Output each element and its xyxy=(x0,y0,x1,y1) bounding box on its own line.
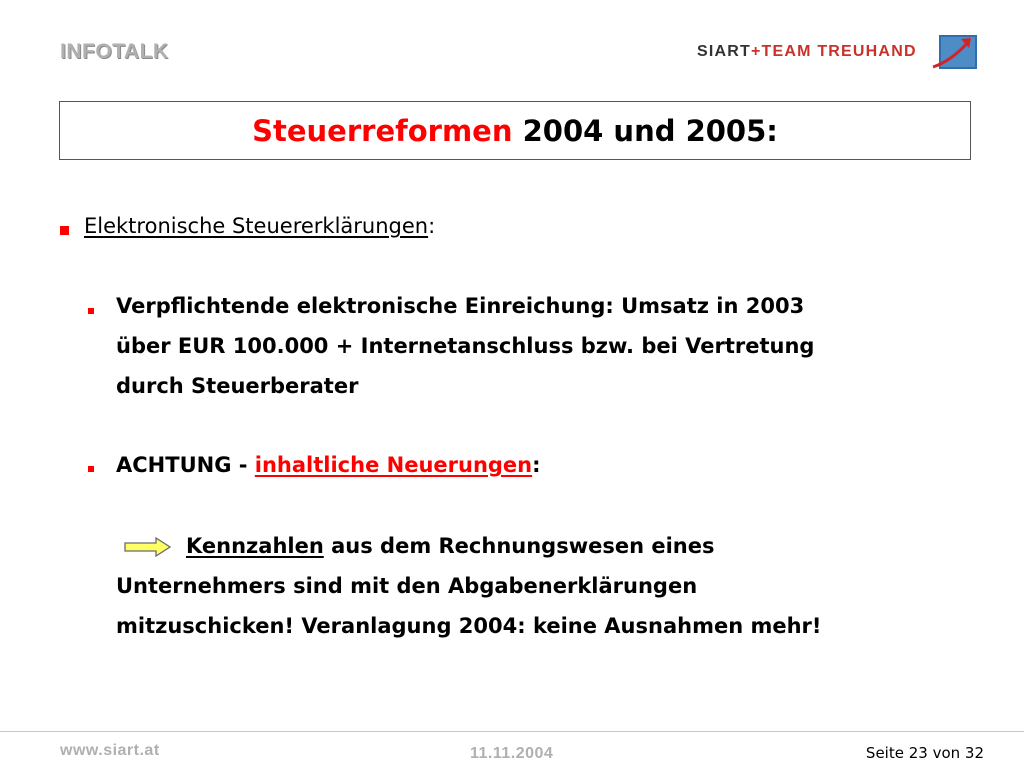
note-line-1 xyxy=(186,534,714,558)
logo-part-team: +TEAM xyxy=(751,43,812,60)
footer-date: 11.11.2004 xyxy=(470,745,554,762)
warning-highlight: inhaltliche Neuerungen xyxy=(254,453,533,477)
warning-suffix: : xyxy=(532,453,541,477)
bullet-square-icon xyxy=(88,466,94,472)
logo-part-siart: SIART xyxy=(697,43,751,60)
section-heading xyxy=(84,214,435,238)
list-item-line: durch Steuerberater xyxy=(116,374,359,398)
bullet-square-icon xyxy=(60,226,69,235)
list-item-warning xyxy=(116,453,541,477)
title-black-part: 2004 und 2005: xyxy=(522,113,778,148)
note-keyword: Kennzahlen xyxy=(186,534,324,558)
footer-divider xyxy=(0,731,1024,732)
logo-part-treuhand: TREUHAND xyxy=(817,43,917,60)
list-item-line: Verpflichtende elektronische Einreichung: Umsatz in 2003 xyxy=(116,294,805,318)
title-red-part: Steuerreformen xyxy=(252,113,513,148)
footer-url[interactable]: www.siart.at xyxy=(60,742,160,759)
page-number: Seite 23 von 32 xyxy=(865,744,984,762)
list-item-line: über EUR 100.000 + Internetanschluss bzw. bei Vertretung xyxy=(116,334,815,358)
bullet-square-icon xyxy=(88,308,94,314)
section-heading-suffix: : xyxy=(428,214,436,238)
section-heading-text: Elektronische Steuererklärungen xyxy=(84,214,429,238)
warning-prefix: ACHTUNG - xyxy=(116,453,255,477)
note-line-3: mitzuschicken! Veranlagung 2004: keine Ausnahmen mehr! xyxy=(116,614,822,638)
note-line-1-rest: aus dem Rechnungswesen eines xyxy=(323,534,715,558)
right-arrow-icon xyxy=(124,537,172,557)
note-line-2: Unternehmers sind mit den Abgabenerklärungen xyxy=(116,574,698,598)
header-tag: INFOTALK xyxy=(60,40,169,63)
